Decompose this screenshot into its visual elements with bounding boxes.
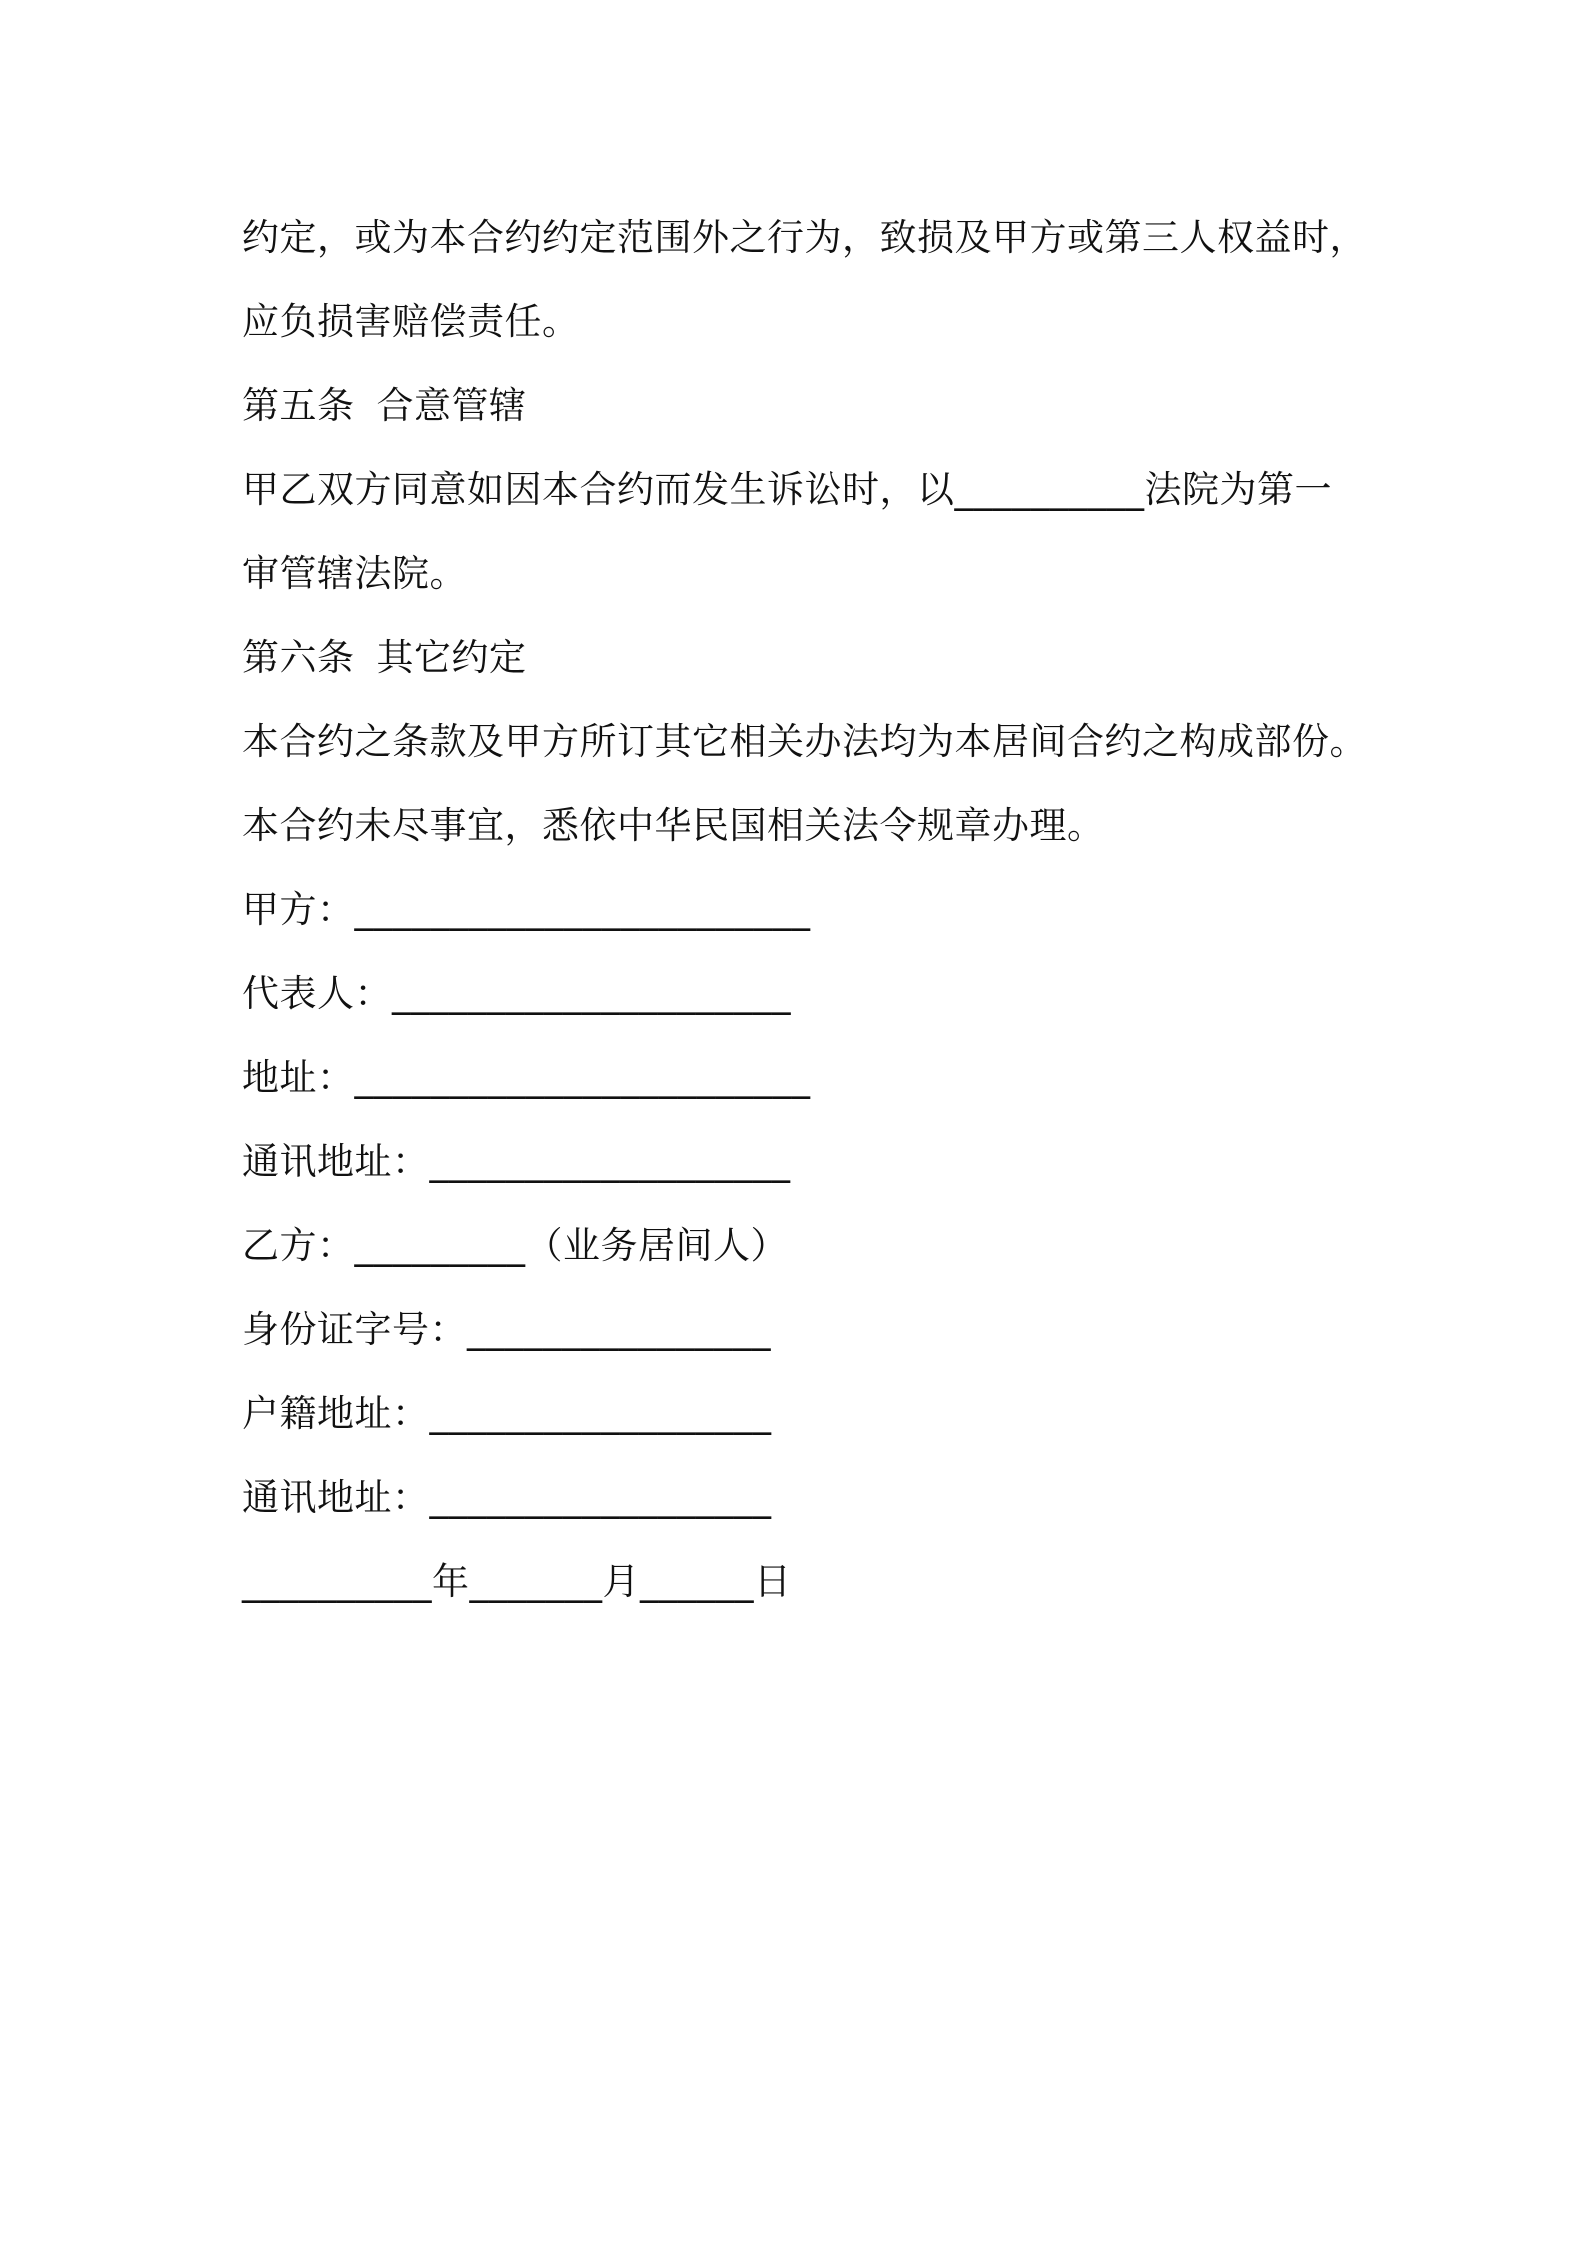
household-address-field: 户籍地址：__________________: [242, 1392, 772, 1435]
mailing-address-field: 通讯地址：___________________: [242, 1140, 791, 1183]
paragraph-line: 甲乙双方同意如因本合约而发生诉讼时，以__________法院为第一: [242, 468, 1332, 511]
paragraph-line: 约定，或为本合约约定范围外之行为，致损及甲方或第三人权益时，: [242, 216, 1367, 259]
mailing-address-field: 通讯地址：__________________: [242, 1476, 772, 1519]
document-content: [242, 196, 1367, 1624]
id-number-field: 身份证字号：________________: [242, 1308, 771, 1351]
article-number: 第五条: [242, 384, 355, 427]
article-title: 其它约定: [376, 636, 527, 679]
representative-field: 代表人：_____________________: [242, 972, 791, 1015]
party-b-field: 乙方：_________（业务居间人）: [242, 1224, 788, 1267]
paragraph-line: 本合约未尽事宜，悉依中华民国相关法令规章办理。: [242, 804, 1105, 847]
paragraph-line: 审管辖法院。: [242, 552, 467, 595]
date-field: __________年_______月______日: [242, 1560, 792, 1603]
paragraph-line: 应负损害赔偿责任。: [242, 300, 580, 343]
address-field: 地址：________________________: [242, 1056, 811, 1099]
article-title: 合意管辖: [376, 384, 527, 427]
paragraph-line: 本合约之条款及甲方所订其它相关办法均为本居间合约之构成部份。: [242, 720, 1367, 763]
article-heading: [242, 616, 1362, 700]
party-a-field: 甲方：________________________: [242, 888, 811, 931]
article-number: 第六条: [242, 636, 355, 679]
article-heading: [242, 364, 1362, 448]
